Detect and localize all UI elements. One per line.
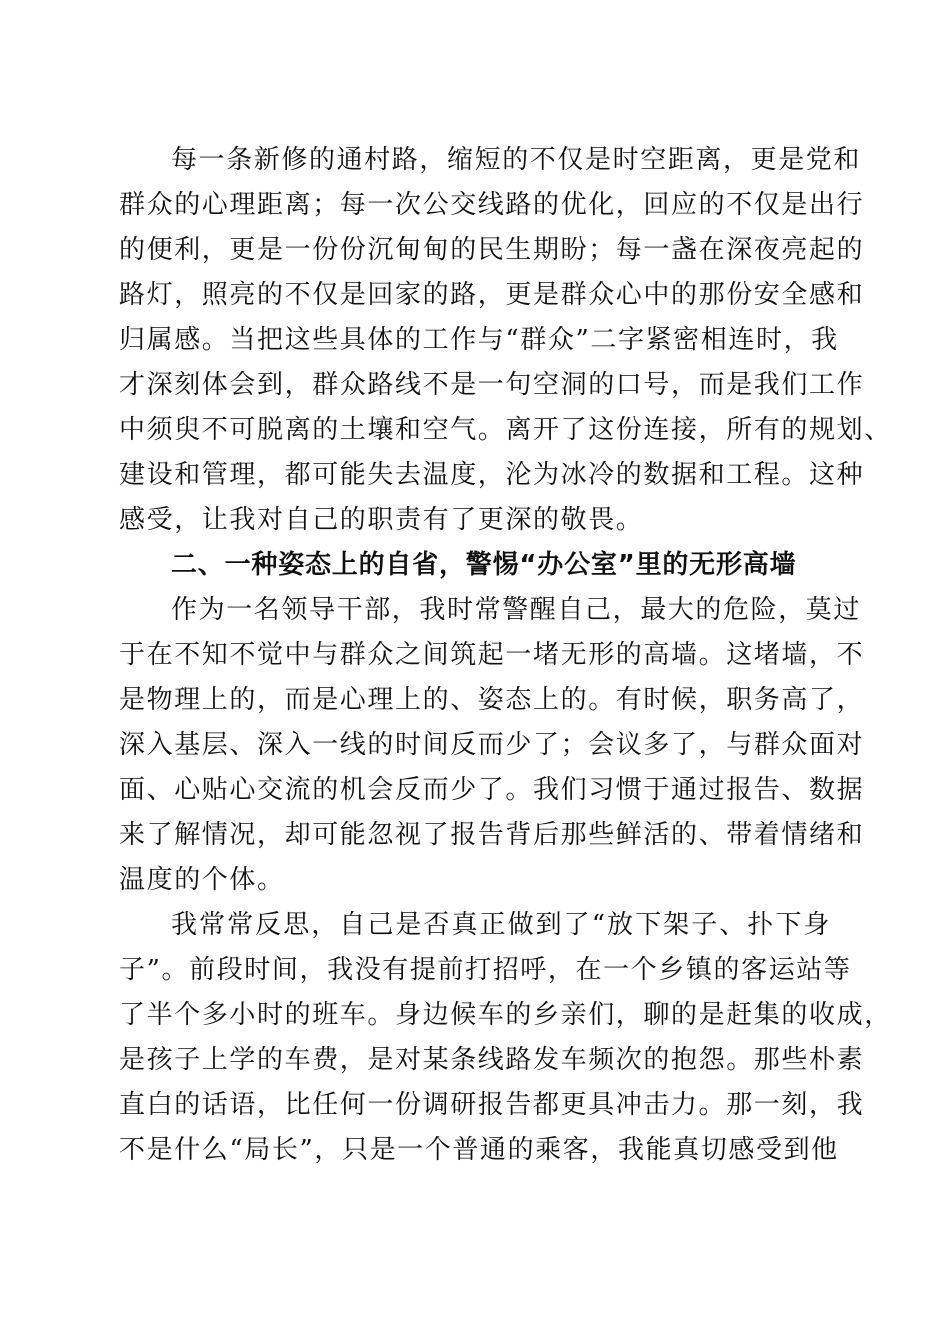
document-body bbox=[119, 138, 892, 1173]
paragraph-line: 作为一名领导干部，我时常警醒自己，最大的危险，莫过 bbox=[171, 595, 862, 625]
paragraph-line: 归属感。当把这些具体的工作与“群众”二字紧密相连时，我 bbox=[119, 325, 839, 355]
paragraph-line: 是物理上的，而是心理上的、姿态上的。有时候，职务高了， bbox=[119, 685, 865, 715]
paragraph-line: 深入基层、深入一线的时间反而少了；会议多了，与群众面对 bbox=[119, 730, 865, 760]
paragraph-line: 感受，让我对自己的职责有了更深的敬畏。 bbox=[119, 505, 644, 535]
paragraph-line: 每一条新修的通村路，缩短的不仅是时空距离，更是党和 bbox=[171, 145, 862, 175]
paragraph-line: 于在不知不觉中与群众之间筑起一堵无形的高墙。这堵墙，不 bbox=[119, 640, 865, 670]
paragraph-line: 中须臾不可脱离的土壤和空气。离开了这份连接，所有的规划、 bbox=[119, 415, 892, 445]
section-heading: 二、一种姿态上的自省，警惕“办公室”里的无形高墙 bbox=[171, 550, 797, 580]
paragraph-line: 才深刻体会到，群众路线不是一句空洞的口号，而是我们工作 bbox=[119, 370, 865, 400]
paragraph-line: 建设和管理，都可能失去温度，沦为冰冷的数据和工程。这种 bbox=[119, 460, 865, 490]
paragraph-line: 了半个多小时的班车。身边候车的乡亲们，聊的是赶集的收成， bbox=[119, 1000, 892, 1030]
paragraph-line: 温度的个体。 bbox=[119, 865, 285, 895]
paragraph-line: 群众的心理距离；每一次公交线路的优化，回应的不仅是出行 bbox=[119, 190, 865, 220]
paragraph-line: 来了解情况，却可能忽视了报告背后那些鲜活的、带着情绪和 bbox=[119, 820, 865, 850]
paragraph-line: 不是什么“局长”，只是一个普通的乘客，我能真切感受到他 bbox=[119, 1135, 839, 1165]
paragraph-3 bbox=[119, 903, 892, 1173]
paragraph-line: 路灯，照亮的不仅是回家的路，更是群众心中的那份安全感和 bbox=[119, 280, 865, 310]
paragraph-line: 我常常反思，自己是否真正做到了“放下架子、扑下身 bbox=[171, 910, 831, 940]
paragraph-line: 面、心贴心交流的机会反而少了。我们习惯于通过报告、数据 bbox=[119, 775, 865, 805]
paragraph-line: 的便利，更是一份份沉甸甸的民生期盼；每一盏在深夜亮起的 bbox=[119, 235, 865, 265]
paragraph-2 bbox=[119, 588, 865, 903]
paragraph-1 bbox=[119, 138, 892, 543]
paragraph-line: 直白的话语，比任何一份调研报告都更具冲击力。那一刻，我 bbox=[119, 1090, 865, 1120]
paragraph-line: 是孩子上学的车费，是对某条线路发车频次的抱怨。那些朴素 bbox=[119, 1045, 865, 1075]
paragraph-line: 子”。前段时间，我没有提前打招呼，在一个乡镇的客运站等 bbox=[119, 955, 852, 985]
